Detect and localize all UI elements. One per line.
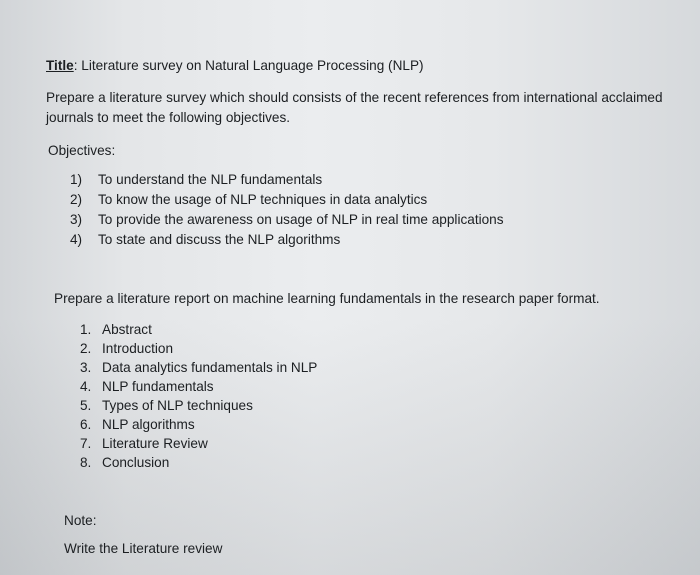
objective-number: 3) — [70, 212, 83, 227]
objective-item — [70, 190, 504, 210]
title-label: Title — [46, 58, 74, 73]
section-number: 6. — [80, 417, 92, 432]
section-item — [80, 415, 317, 434]
note-label: Note: — [64, 513, 97, 528]
objective-text: To understand the NLP fundamentals — [98, 172, 323, 187]
section-item — [80, 377, 317, 396]
note-text: Write the Literature review — [64, 541, 223, 556]
section-text: Literature Review — [102, 436, 208, 451]
section-item — [80, 396, 317, 415]
objectives-heading: Objectives: — [48, 143, 116, 158]
objective-number: 4) — [70, 232, 83, 247]
section-number: 5. — [80, 398, 92, 413]
section-item — [80, 434, 317, 453]
section-number: 3. — [80, 360, 92, 375]
section-item — [80, 339, 317, 358]
objective-item — [70, 230, 504, 250]
section-number: 7. — [80, 436, 92, 451]
section-number: 4. — [80, 379, 92, 394]
section-number: 8. — [80, 455, 92, 470]
section-text: Introduction — [102, 341, 174, 356]
title-text: : Literature survey on Natural Language Processing (NLP) — [73, 58, 424, 73]
report-heading: Prepare a literature report on machine learning fundamentals in the research paper format. — [54, 291, 600, 306]
section-text: Conclusion — [102, 455, 170, 470]
section-text: Data analytics fundamentals in NLP — [102, 360, 318, 375]
title-line — [46, 56, 424, 76]
section-text: Abstract — [102, 322, 152, 337]
section-item — [80, 453, 317, 472]
objective-text: To state and discuss the NLP algorithms — [98, 232, 341, 247]
sections-list — [80, 320, 317, 472]
objective-item — [70, 170, 504, 190]
objective-number: 2) — [70, 192, 83, 207]
section-text: NLP fundamentals — [102, 379, 214, 394]
intro-paragraph: Prepare a literature survey which should consists of the recent references from international acclaimed journals to meet the following objectives. — [46, 90, 663, 125]
objective-item — [70, 210, 504, 230]
objective-text: To provide the awareness on usage of NLP in real time applications — [98, 212, 504, 227]
section-text: Types of NLP techniques — [102, 398, 253, 413]
section-text: NLP algorithms — [102, 417, 195, 432]
section-item — [80, 358, 317, 377]
section-number: 2. — [80, 341, 92, 356]
objective-text: To know the usage of NLP techniques in data analytics — [98, 192, 428, 207]
section-item — [80, 320, 317, 339]
objectives-list — [70, 170, 504, 250]
objective-number: 1) — [70, 172, 83, 187]
section-number: 1. — [80, 322, 92, 337]
